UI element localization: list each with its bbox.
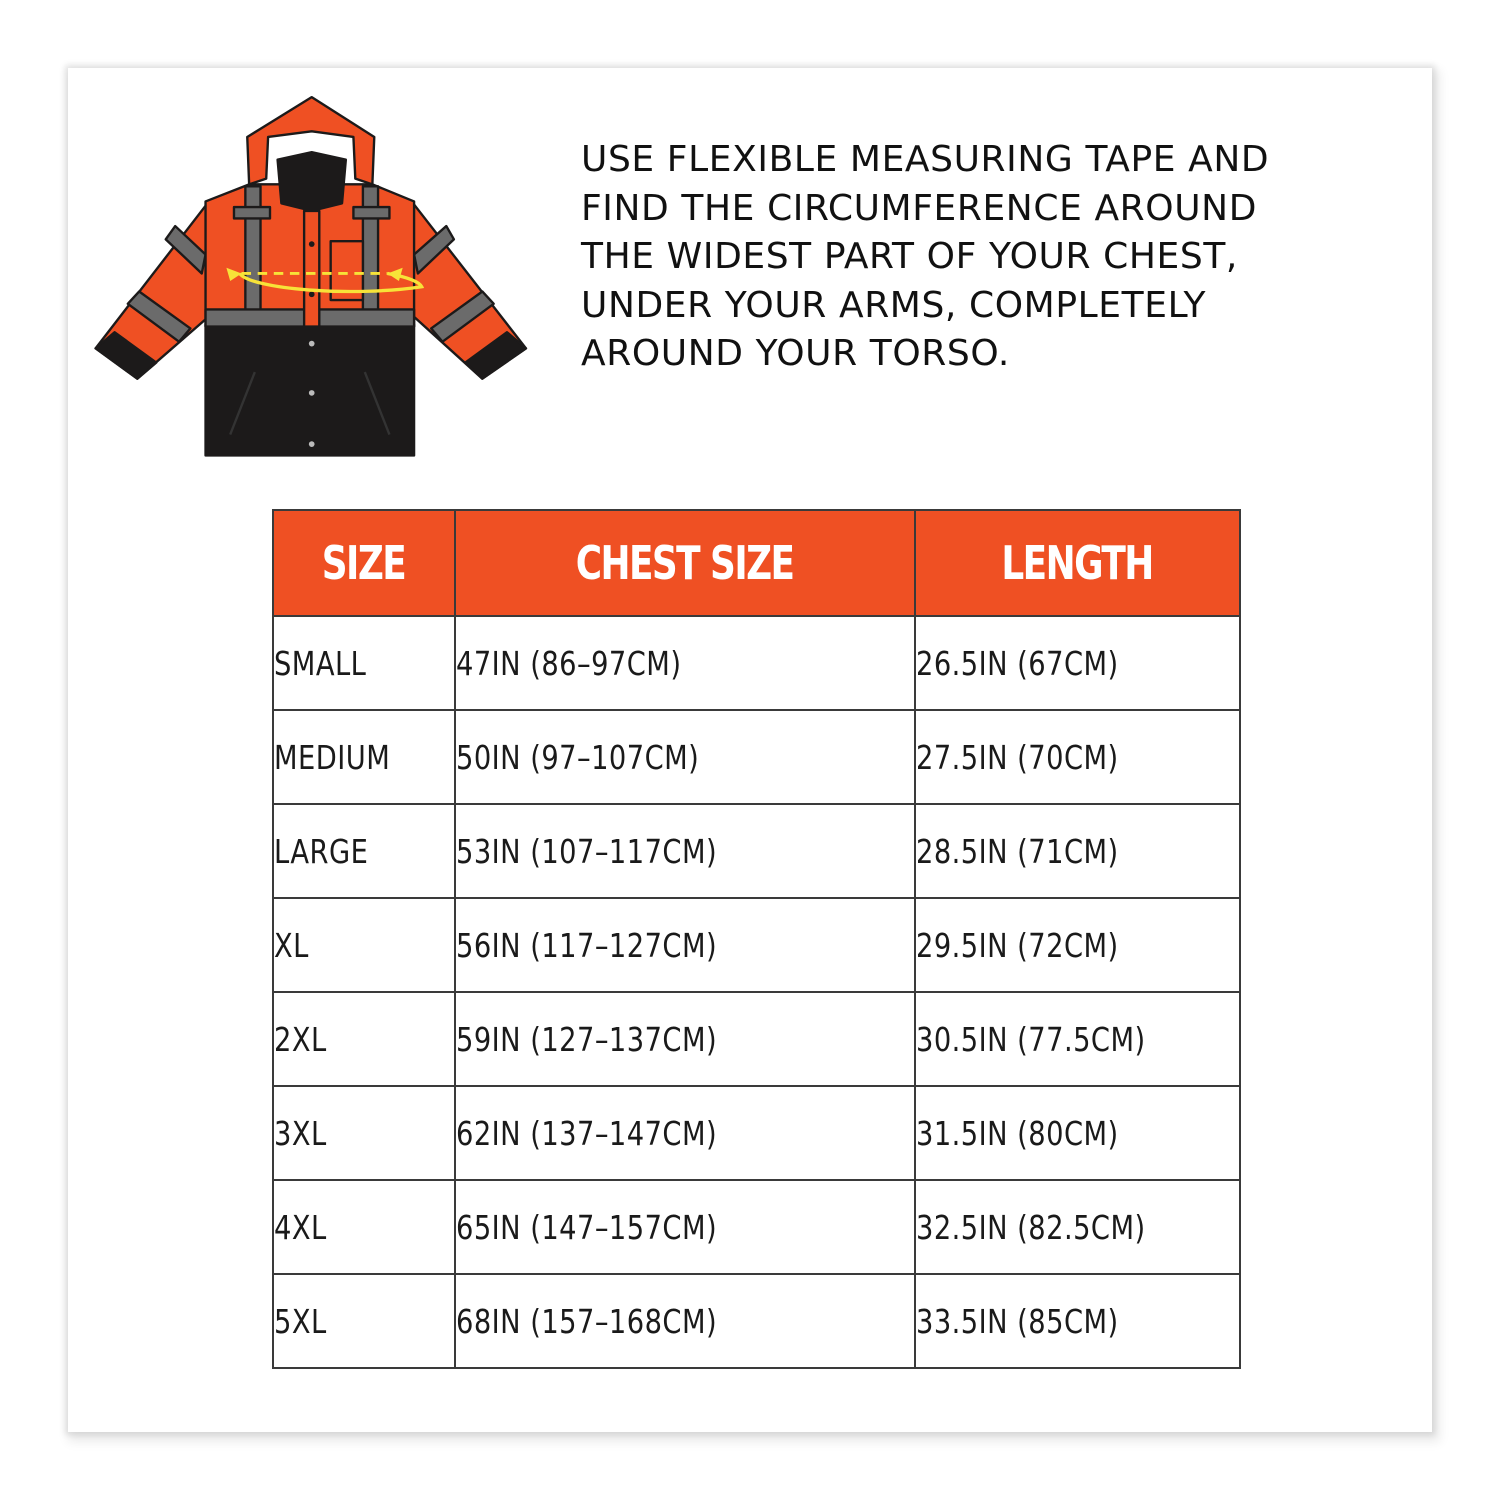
size-chart-table [272,509,1241,1369]
cell-chest: 56IN (117–127CM) [455,898,915,992]
column-header-length: LENGTH [915,510,1240,616]
cell-chest: 50IN (97–107CM) [455,710,915,804]
cell-length: 28.5IN (71CM) [915,804,1240,898]
measuring-instructions [581,136,1401,379]
cell-size: MEDIUM [273,710,455,804]
cell-chest: 47IN (86–97CM) [455,616,915,710]
cell-chest: 68IN (157–168CM) [455,1274,915,1368]
instruction-line: FIND THE CIRCUMFERENCE AROUND [581,187,1258,229]
instruction-line: THE WIDEST PART OF YOUR CHEST, [581,236,1238,277]
instruction-line: UNDER YOUR ARMS, COMPLETELY [581,284,1207,326]
cell-size: SMALL [273,616,455,710]
cell-size: LARGE [273,804,455,898]
table-row [273,1086,1240,1180]
cell-size: 3XL [273,1086,455,1180]
table-row [273,616,1240,710]
instruction-line: AROUND YOUR TORSO. [581,333,1010,374]
cell-size: 4XL [273,1180,455,1274]
cell-chest: 53IN (107–117CM) [455,804,915,898]
table-row [273,1180,1240,1274]
cell-length: 29.5IN (72CM) [915,898,1240,992]
cell-chest: 62IN (137–147CM) [455,1086,915,1180]
cell-length: 32.5IN (82.5CM) [915,1180,1240,1274]
cell-chest: 59IN (127–137CM) [455,992,915,1086]
column-header-chest-size: CHEST SIZE [455,510,915,616]
column-header-size: SIZE [273,510,455,616]
cell-length: 26.5IN (67CM) [915,616,1240,710]
cell-length: 27.5IN (70CM) [915,710,1240,804]
cell-length: 31.5IN (80CM) [915,1086,1240,1180]
table-row [273,710,1240,804]
cell-length: 33.5IN (85CM) [915,1274,1240,1368]
cell-size: 2XL [273,992,455,1086]
cell-length: 30.5IN (77.5CM) [915,992,1240,1086]
cell-chest: 65IN (147–157CM) [455,1180,915,1274]
table-row [273,898,1240,992]
cell-size: 5XL [273,1274,455,1368]
table-row [273,992,1240,1086]
table-row [273,804,1240,898]
cell-size: XL [273,898,455,992]
instruction-line: USE FLEXIBLE MEASURING TAPE AND [581,139,1270,180]
jacket-illustration [88,92,543,472]
table-header-row [273,510,1240,616]
table-row [273,1274,1240,1368]
